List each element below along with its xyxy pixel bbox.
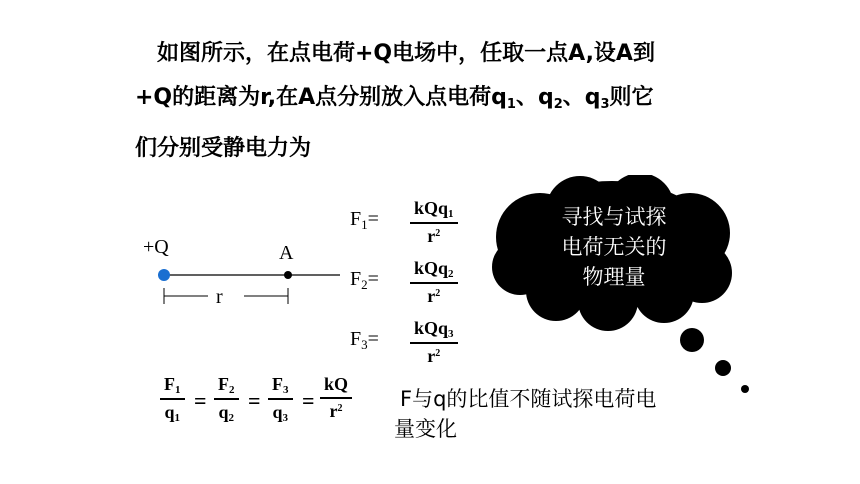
ratio-term-1: $F_1$ $q_1$ (160, 374, 185, 424)
intro-paragraph (135, 32, 735, 171)
intro-line-2: +Q的距离为r,在A点分别放入点电荷$q_1$、$q_2$、$q_3$则它 (135, 85, 654, 112)
force-2-fraction: kQq$_2$ $r^2$ (410, 258, 458, 307)
ratio-term-3: $F_3$ $q_3$ (268, 374, 293, 424)
cloud-line-3: 物理量 (582, 265, 646, 289)
intro-line-1: 如图所示，在点电荷+Q电场中，任取一点A,设A到 (157, 41, 655, 66)
cloud-text (524, 202, 704, 292)
force-3-label: $F_3=$ (350, 328, 379, 352)
ratio-result: kQ $r^2$ (320, 374, 352, 422)
conclusion-line-2: 量变化 (394, 417, 457, 441)
intro-line-3: 们分别受静电力为 (135, 136, 312, 161)
point-a-dot (284, 271, 292, 279)
force-3-fraction: kQq$_3$ $r^2$ (410, 318, 458, 367)
cloud-line-1: 寻找与试探 (561, 205, 667, 229)
ratio-eq-2: = (248, 388, 261, 413)
distance-label: r (216, 286, 223, 308)
force-1-label: $F_1=$ (350, 208, 379, 232)
cloud-bubble-medium (715, 360, 731, 376)
charge-label: +Q (143, 236, 169, 258)
point-a-label: A (279, 242, 294, 264)
conclusion-line-1: F与q的比值不随试探电荷电 (400, 387, 657, 411)
cloud-bubble-large (680, 328, 704, 352)
field-diagram (140, 240, 360, 320)
force-2-label: $F_2=$ (350, 268, 379, 292)
charge-dot (158, 269, 170, 281)
conclusion (394, 384, 734, 444)
force-1-fraction: kQq$_1$ $r^2$ (410, 198, 458, 247)
ratio-term-2: $F_2$ $q_2$ (214, 374, 239, 424)
ratio-equation (160, 374, 370, 434)
ratio-eq-1: = (194, 388, 207, 413)
ratio-eq-3: = (302, 388, 315, 413)
cloud-bubble-small (741, 385, 749, 393)
cloud-line-2: 电荷无关的 (561, 235, 667, 259)
